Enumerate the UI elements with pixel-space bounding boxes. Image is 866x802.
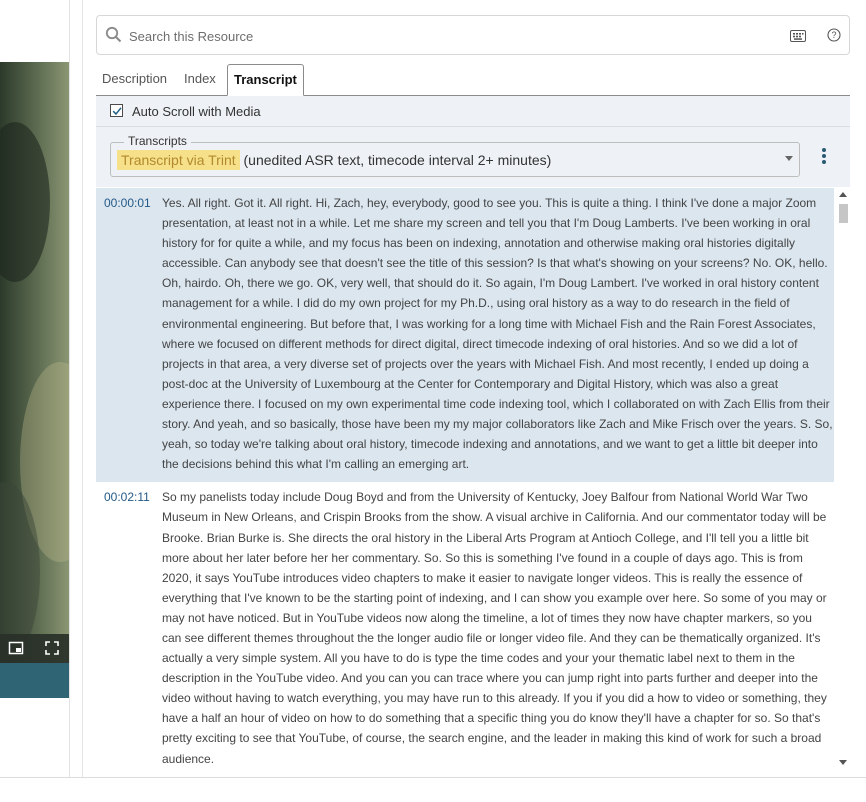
- video-frame-shape: [0, 122, 50, 282]
- transcript-select-value: [117, 148, 551, 172]
- tab-description[interactable]: Description: [102, 71, 168, 86]
- transcript-select[interactable]: [110, 142, 800, 177]
- search-input[interactable]: [127, 23, 771, 49]
- help-icon[interactable]: [827, 28, 841, 47]
- segment-text: So my panelists today include Doug Boyd and from the University of Kentucky, Joey Balfour from National World War Two Museum in New Orleans, and Crispin Brooks from the show. A visual archive in California. And our commentator today will be Brooke. Brian Burke is. She directs the oral history in the Liberal Arts Program at Antioch College, and I'll tell you a little bit more about her later before her her commentary. So. So this is something I've found in a couple of days ago. This is from 2020, it says YouTube introduces video chapters to make it easier to navigate longer videos. This is really the essence of everything that I've known to be the starting point of indexing, and I can show you example over here. So some of you may or may not have noticed. But in YouTube videos now along the timeline, a lot of times they now have chapter markers, so you can see different themes throughout the the longer audio file or longer video file. And they can be thematically organized. It's actually a very simple system. All you have to do is type the time codes and your your thematic label next to them in the description in the YouTube video. And you can you can trace where you can jump right into parts further and deeper into the video without having to watch everything, you may have run to this already. If you if you did a how to video or something, they have a half an hour of video on how to do something that a specific thing you do know they'll have a chapter for so. So that's pretty exciting to see that YouTube, of course, the search engine, and the leader in making this kind of work for such a broad audience.: [162, 490, 827, 766]
- video-player[interactable]: [0, 62, 69, 698]
- chevron-down-icon: [785, 156, 793, 161]
- scroll-down-arrow-icon[interactable]: [839, 760, 847, 765]
- transcript-segment: [96, 188, 834, 482]
- transcript-scrollbar[interactable]: [836, 188, 850, 774]
- video-controls: [0, 634, 69, 663]
- auto-scroll-label: Auto Scroll with Media: [132, 104, 261, 119]
- resource-tabs: [96, 64, 850, 96]
- picture-in-picture-icon[interactable]: [8, 640, 24, 656]
- transcripts-selector-area: [96, 127, 850, 187]
- divider: [0, 777, 866, 778]
- keyboard-icon[interactable]: [790, 29, 806, 47]
- scroll-up-arrow-icon[interactable]: [839, 192, 847, 197]
- tab-index[interactable]: Index: [184, 71, 216, 86]
- segment-timestamp[interactable]: 00:02:11: [104, 490, 150, 505]
- divider: [82, 0, 83, 778]
- transcript-select-highlight: Transcript via Trint: [117, 150, 240, 170]
- divider: [69, 0, 70, 778]
- search-box: [96, 15, 850, 55]
- video-progress-bar[interactable]: [0, 663, 69, 698]
- svg-text:?: ?: [831, 30, 837, 41]
- segment-timestamp[interactable]: 00:00:01: [104, 196, 151, 210]
- transcript-body: [96, 188, 834, 774]
- transcript-segment: [96, 482, 834, 774]
- tab-transcript[interactable]: Transcript: [227, 64, 304, 96]
- search-icon: [105, 26, 122, 48]
- transcript-select-detail: (unedited ASR text, timecode interval 2+ minutes): [239, 152, 552, 168]
- segment-text: Yes. All right. Got it. All right. Hi, Zach, hey, everybody, good to see you. This is quite a thing. I think I've done a major Zoom presentation, at least not in a while. Let me share my screen and tell you that I'm Doug Lamberts. I've been working in oral history for for quite a while, and my focus has been on indexing, annotation and otherwise making oral histories digitally accessible. Can anybody see that doesn't see the title of this session? Is that what's showing on your screens? No. OK, hello. Oh, hairdo. Oh, there we go. OK, very well, that should do it. So again, I'm Doug Lambert. I've worked in oral history content management for a while. I did do my own project for my Ph.D., using oral history as a way to do research in the field of environmental engineering. But before that, I was working for a long time with Michael Fish and the Rain Forest Associates, where we focused on different methods for direct digital, direct timecode indexing of oral histories. And so we did a lot of projects in that area, a very diverse set of projects over the years with Michael Fish. And most recently, I ended up doing a post-doc at the University of Luxembourg at the Center for Contemporary and Digital History, which was also a great experience there. I focused on my own experimental time code indexing tool, which I collaborated on with Zach Ellis from their story. And yeah, and so basically, those have been my my major collaborators like Zach and Mike Frisch over the years. S. So, yeah, so today we're talking about oral history, timecode indexing and annotations, and we want to get a little bit deeper into the decisions behind this what I'm calling an emerging art.: [162, 196, 833, 472]
- fullscreen-icon[interactable]: [44, 640, 60, 656]
- auto-scroll-bar: [96, 96, 850, 127]
- auto-scroll-checkbox[interactable]: [110, 104, 123, 117]
- more-vertical-icon[interactable]: [820, 148, 828, 166]
- transcripts-legend: Transcripts: [124, 134, 191, 148]
- scroll-thumb[interactable]: [839, 204, 848, 223]
